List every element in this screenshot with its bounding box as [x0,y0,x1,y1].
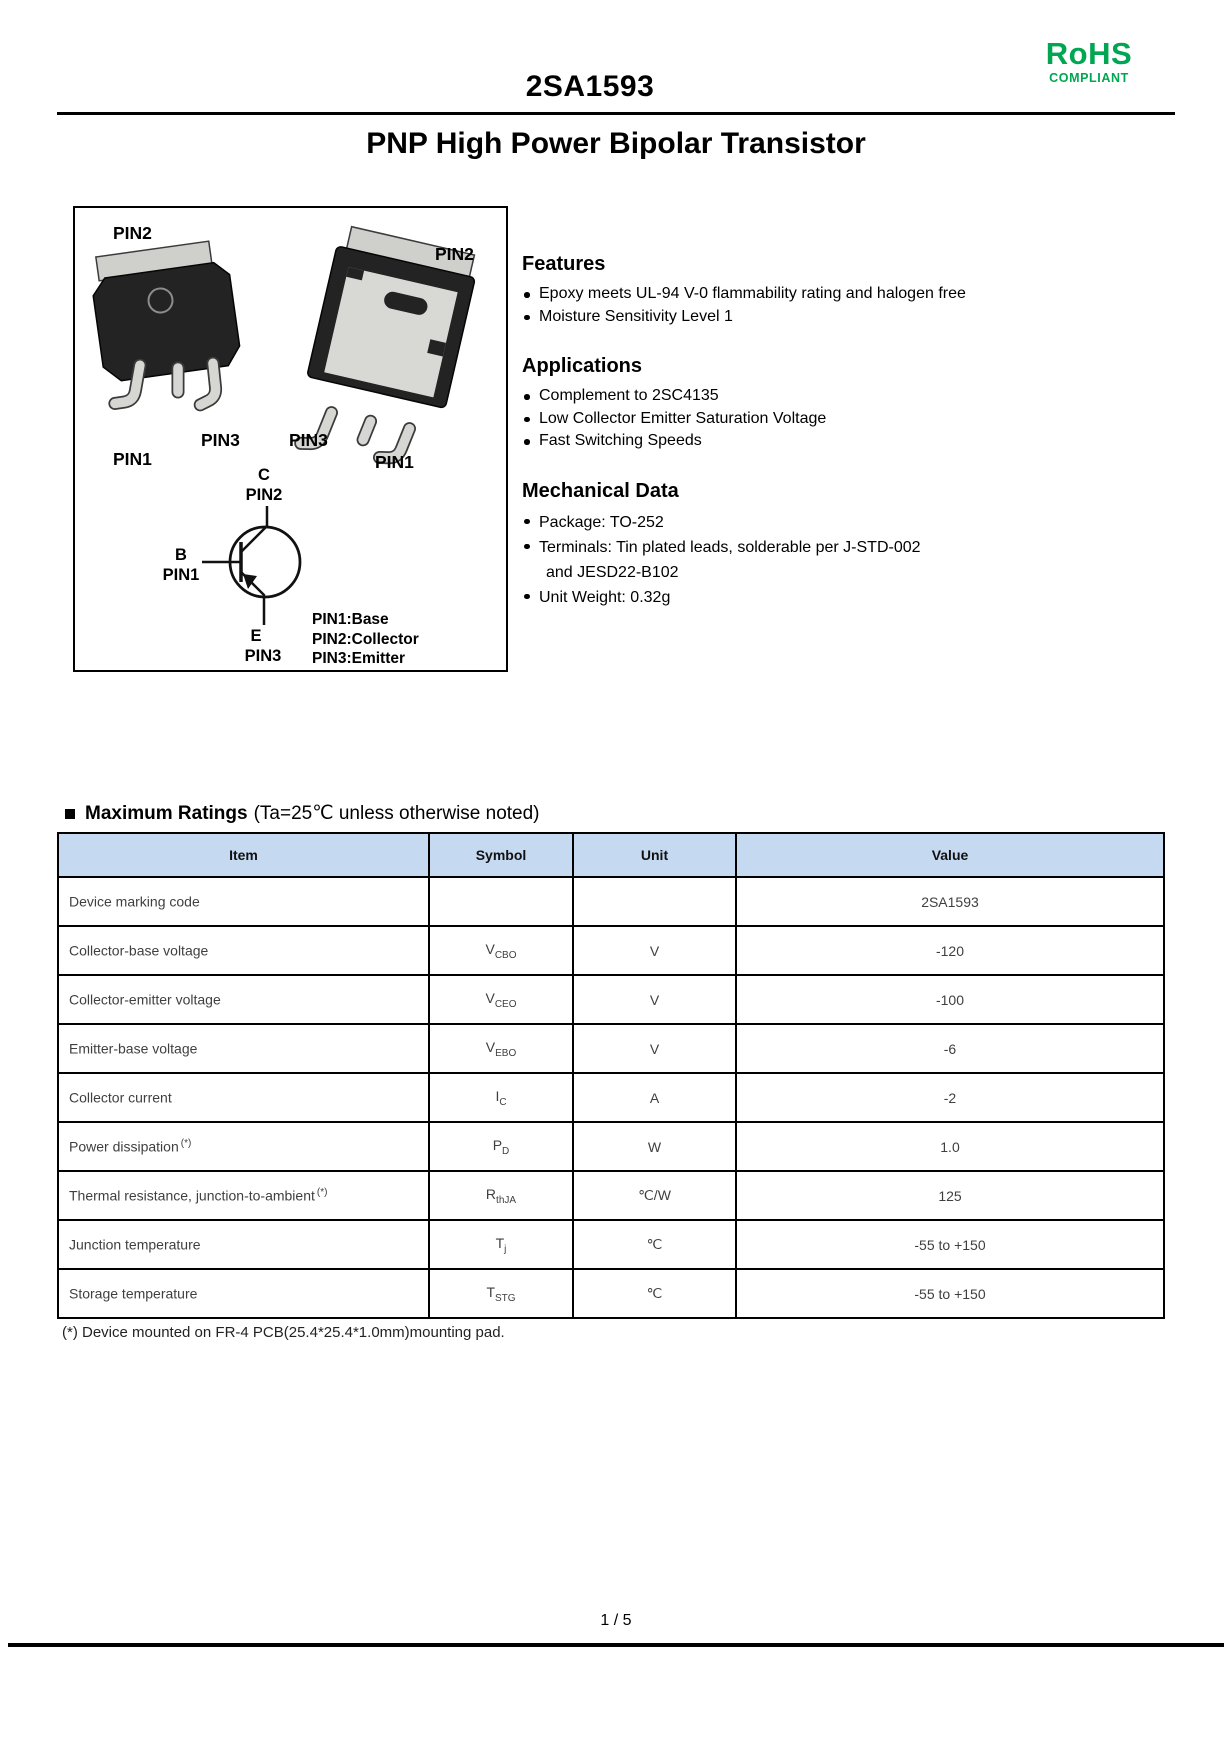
symbol: T [486,1283,495,1300]
unit [573,877,736,926]
item-label: Collector-emitter voltage [69,991,221,1008]
maximum-ratings-title: Maximum Ratings [85,802,248,824]
features-title: Features [522,253,606,275]
item-label: Junction temperature [69,1236,201,1253]
back-pin3-label: PIN3 [289,430,328,450]
emitter-letter: E [250,627,262,645]
item-label: Storage temperature [69,1285,198,1302]
item-label: Device marking code [69,893,200,910]
front-pin1-label: PIN1 [113,449,152,469]
maximum-ratings-table [57,832,1165,1319]
front-pin3-label: PIN3 [201,430,240,450]
rohs-compliant-label: COMPLIANT [1049,71,1129,85]
doc-number: 2SA1593 [525,70,655,103]
rohs-label: RoHS [1045,36,1133,71]
application-item: Fast Switching Speeds [522,430,1122,453]
value: -55 to +150 [736,1269,1164,1318]
collector-letter: C [258,466,270,484]
item-label: Thermal resistance, junction-to-ambient [69,1187,315,1204]
item-label: Collector current [69,1089,172,1106]
unit: V [573,975,736,1024]
info-sections [522,253,1122,610]
applications-section [522,355,1122,453]
application-item: Low Collector Emitter Saturation Voltage [522,408,1122,431]
table-row: Thermal resistance, junction-to-ambient (*) $R_{thJA}$ ℃/W 125 [58,1171,1164,1220]
value: -120 [736,926,1164,975]
column-header-value: Value [736,833,1164,877]
value: -55 to +150 [736,1220,1164,1269]
unit: ℃/W [573,1171,736,1220]
item-label: Emitter-base voltage [69,1040,198,1057]
unit: V [573,926,736,975]
unit: W [573,1122,736,1171]
mechanical-item: Unit Weight: 0.32g [522,585,1122,610]
package-front-view [88,239,242,407]
legend-pin1-base: PIN1:Base [312,611,389,628]
applications-title: Applications [522,355,643,377]
mechanical-item: Terminals: Tin plated leads, solderable per J-STD-002 [522,535,1122,560]
base-letter: B [175,546,187,564]
item-label: Collector-base voltage [69,942,209,959]
mechanical-item-continuation: and JESD22-B102 [546,563,679,581]
unit: V [573,1024,736,1073]
features-section [522,253,1122,328]
table-footnote: (*) Device mounted on FR-4 PCB(25.4*25.4*1.0mm)mounting pad. [62,1324,505,1341]
pnp-symbol [202,506,300,625]
square-bullet-icon [65,809,75,819]
back-pin2-label: PIN2 [435,244,474,264]
table-row: Emitter-base voltage $V_{EBO}$ V -6 [58,1024,1164,1073]
table-row: Junction temperature $T_j$ ℃ -55 to +150 [58,1220,1164,1269]
column-header-unit: Unit [573,833,736,877]
front-pin2-label: PIN2 [113,223,152,243]
value: 2SA1593 [736,877,1164,926]
package-illustration [75,208,505,669]
header-rule [57,112,1175,115]
unit: A [573,1073,736,1122]
value: -6 [736,1024,1164,1073]
table-row: Power dissipation (*) $P_D$ W 1.0 [58,1122,1164,1171]
application-item: Complement to 2SC4135 [522,385,1122,408]
legend-pin3-emitter: PIN3:Emitter [312,650,406,667]
unit: ℃ [573,1269,736,1318]
table-row: Collector-base voltage $V_{CBO}$ V -120 [58,926,1164,975]
feature-item: Epoxy meets UL-94 V-0 flammability rating and halogen free [522,283,1122,306]
unit: ℃ [573,1220,736,1269]
symbol: P [492,1136,503,1153]
mechanical-item: Package: TO-252 [522,510,1122,535]
value: 125 [736,1171,1164,1220]
table-row [58,877,1164,926]
column-header-item: Item [58,833,429,877]
collector-pin-label: PIN2 [245,486,283,504]
mechanical-data-section [522,480,1122,610]
page-title: PNP High Power Bipolar Transistor [366,127,866,160]
footer-rule [8,1643,1224,1647]
feature-item: Moisture Sensitivity Level 1 [522,306,1122,329]
page-number: 1 / 5 [600,1612,632,1629]
column-header-symbol: Symbol [429,833,573,877]
base-pin-label: PIN1 [162,566,200,584]
legend-pin2-collector: PIN2:Collector [312,631,419,648]
table-row: Collector current $I_C$ A -2 [58,1073,1164,1122]
value: -100 [736,975,1164,1024]
symbol: V [485,989,495,1006]
symbol: V [485,940,495,957]
back-pin1-label: PIN1 [375,452,414,472]
maximum-ratings-heading [65,802,540,825]
maximum-ratings-condition: (Ta=25℃ unless otherwise noted) [253,803,540,824]
table-row: Collector-emitter voltage $V_{CEO}$ V -100 [58,975,1164,1024]
symbol: I [495,1087,500,1104]
table-row: Storage temperature $T_{STG}$ ℃ -55 to +150 [58,1269,1164,1318]
mechanical-data-title: Mechanical Data [522,479,679,502]
symbol: T [495,1234,505,1251]
emitter-pin-label: PIN3 [244,647,282,665]
symbol: R [485,1185,497,1202]
rohs-badge [1014,38,1164,85]
item-label: Power dissipation [69,1138,179,1155]
table-header-row [58,833,1164,877]
value: 1.0 [736,1122,1164,1171]
package-diagram-box [73,206,508,672]
symbol: V [485,1038,496,1055]
value: -2 [736,1073,1164,1122]
